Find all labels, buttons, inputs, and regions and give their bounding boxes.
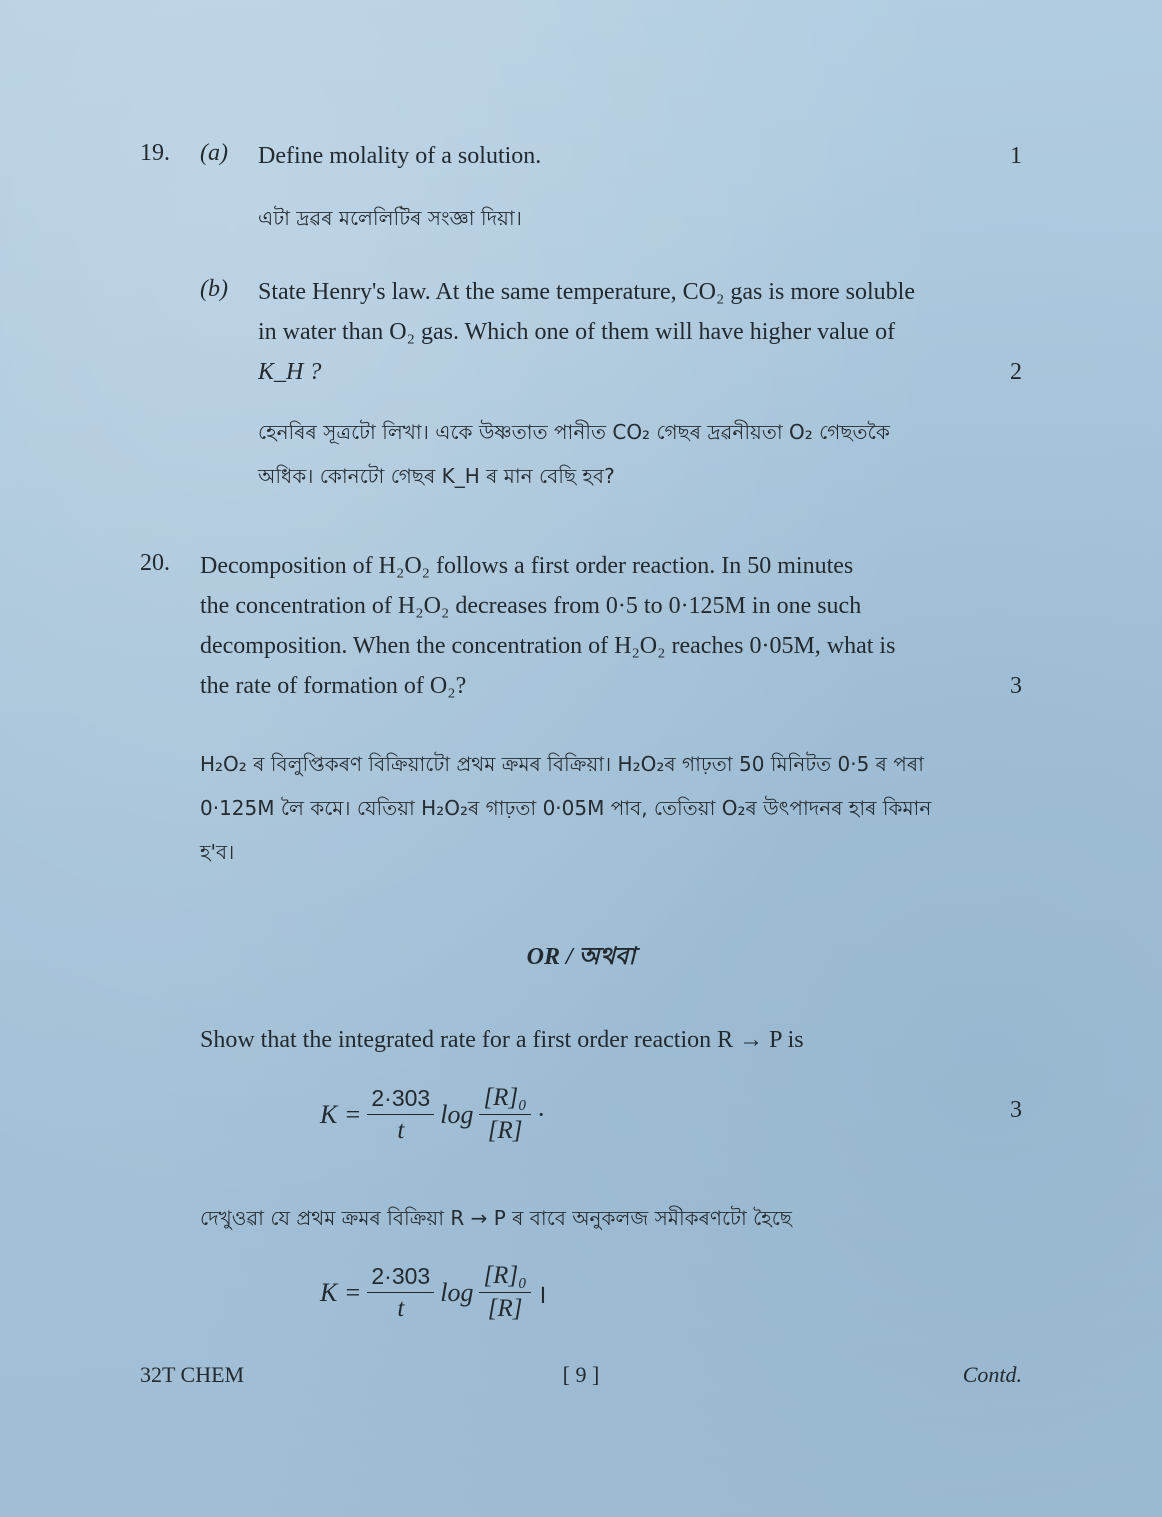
ratio-denominator: [R] [487, 1295, 523, 1322]
coefficient-numerator: 2·303 [367, 1263, 434, 1293]
q19b-line-3: K_H ? [258, 359, 322, 385]
q20-question-as [200, 742, 1030, 874]
q20-marks: 3 [1010, 673, 1022, 699]
ratio-numerator: [R]₀ [479, 1262, 530, 1293]
formula-end-mark: · [536, 1099, 546, 1129]
q19b-marks: 2 [1010, 359, 1022, 385]
q20-alt-question-as: দেখুওৱা যে প্ৰথম ক্ৰমৰ বিক্ৰিয়া R → P ৰ বাবে অনুকলজ সমীকৰণটো হৈছে [200, 1206, 792, 1230]
q19b-line-2: in water than O₂ gas. Which one of them will have higher value of [258, 319, 896, 345]
ratio-denominator: [R] [487, 1117, 523, 1144]
question-20-number: 20. [140, 550, 170, 576]
footer-page-number: [ 9 ] [562, 1362, 600, 1387]
formula-end-mark: । [536, 1279, 547, 1309]
q19b-question-en [258, 272, 1024, 392]
q20-alt-question-en: Show that the integrated rate for a first order reaction R → P is [200, 1027, 804, 1053]
formula-lhs: K = [320, 1277, 362, 1307]
q19b-question-as [258, 410, 1028, 498]
formula-lhs: K = [320, 1099, 362, 1129]
q20-alt-marks: 3 [1010, 1097, 1022, 1123]
q20-line-2: the concentration of H₂O₂ decreases from 0·5 to 0·125M in one such [200, 593, 862, 619]
formula-log: log [440, 1099, 474, 1129]
coefficient-numerator: 2·303 [367, 1085, 434, 1115]
q20-line-1: Decomposition of H₂O₂ follows a first order reaction. In 50 minutes [200, 553, 854, 579]
q19b-line-1: State Henry's law. At the same temperature, CO₂ gas is more soluble [258, 279, 915, 305]
formula-ratio [479, 1262, 530, 1323]
formula-coefficient [367, 1085, 434, 1145]
or-divider: OR / অথবা [526, 944, 636, 970]
q19a-question-as: এটা দ্ৰৱৰ মলেলিটিৰ সংজ্ঞা দিয়া। [258, 206, 522, 230]
coefficient-denominator: t [397, 1294, 405, 1322]
q19a-marks: 1 [1010, 143, 1022, 169]
q20-as-line-3: হ'ব। [200, 840, 235, 864]
coefficient-denominator: t [397, 1116, 405, 1144]
q20-as-line-2: 0·125M লৈ কমে। যেতিয়া H₂O₂ৰ গাঢ়তা 0·05M পাব, তেতিয়া O₂ৰ উৎপাদনৰ হাৰ কিমান [200, 796, 932, 820]
footer-continued: Contd. [962, 1362, 1022, 1387]
footer-paper-code: 32T CHEM [140, 1362, 245, 1387]
q19-part-a-label: (a) [200, 140, 228, 166]
q19a-question-en: Define molality of a solution. [258, 143, 542, 169]
formula-coefficient [367, 1263, 434, 1323]
q19b-as-line-2: অধিক। কোনটো গেছৰ K_H ৰ মান বেছি হব? [258, 464, 615, 488]
ratio-numerator: [R]₀ [479, 1084, 530, 1115]
formula-ratio [479, 1084, 530, 1145]
q20-line-4: the rate of formation of O₂? [200, 673, 467, 699]
question-19-number: 19. [140, 140, 170, 166]
integrated-rate-formula-as [320, 1262, 547, 1323]
q19-part-b-label: (b) [200, 276, 228, 302]
q20-line-3: decomposition. When the concentration of H₂O₂ reaches 0·05M, what is [200, 633, 896, 659]
integrated-rate-formula-en [320, 1084, 546, 1145]
formula-log: log [440, 1277, 474, 1307]
q20-question-en [200, 546, 1024, 706]
q19b-as-line-1: হেনৰিৰ সূত্ৰটো লিখা। একে উষ্ণতাত পানীত CO₂ গেছৰ দ্ৰৱনীয়তা O₂ গেছতকৈ [258, 420, 890, 444]
q20-as-line-1: H₂O₂ ৰ বিলুপ্তিকৰণ বিক্ৰিয়াটো প্ৰথম ক্ৰমৰ বিক্ৰিয়া। H₂O₂ৰ গাঢ়তা 50 মিনিটত 0·5 ৰ পৰা [200, 752, 924, 776]
